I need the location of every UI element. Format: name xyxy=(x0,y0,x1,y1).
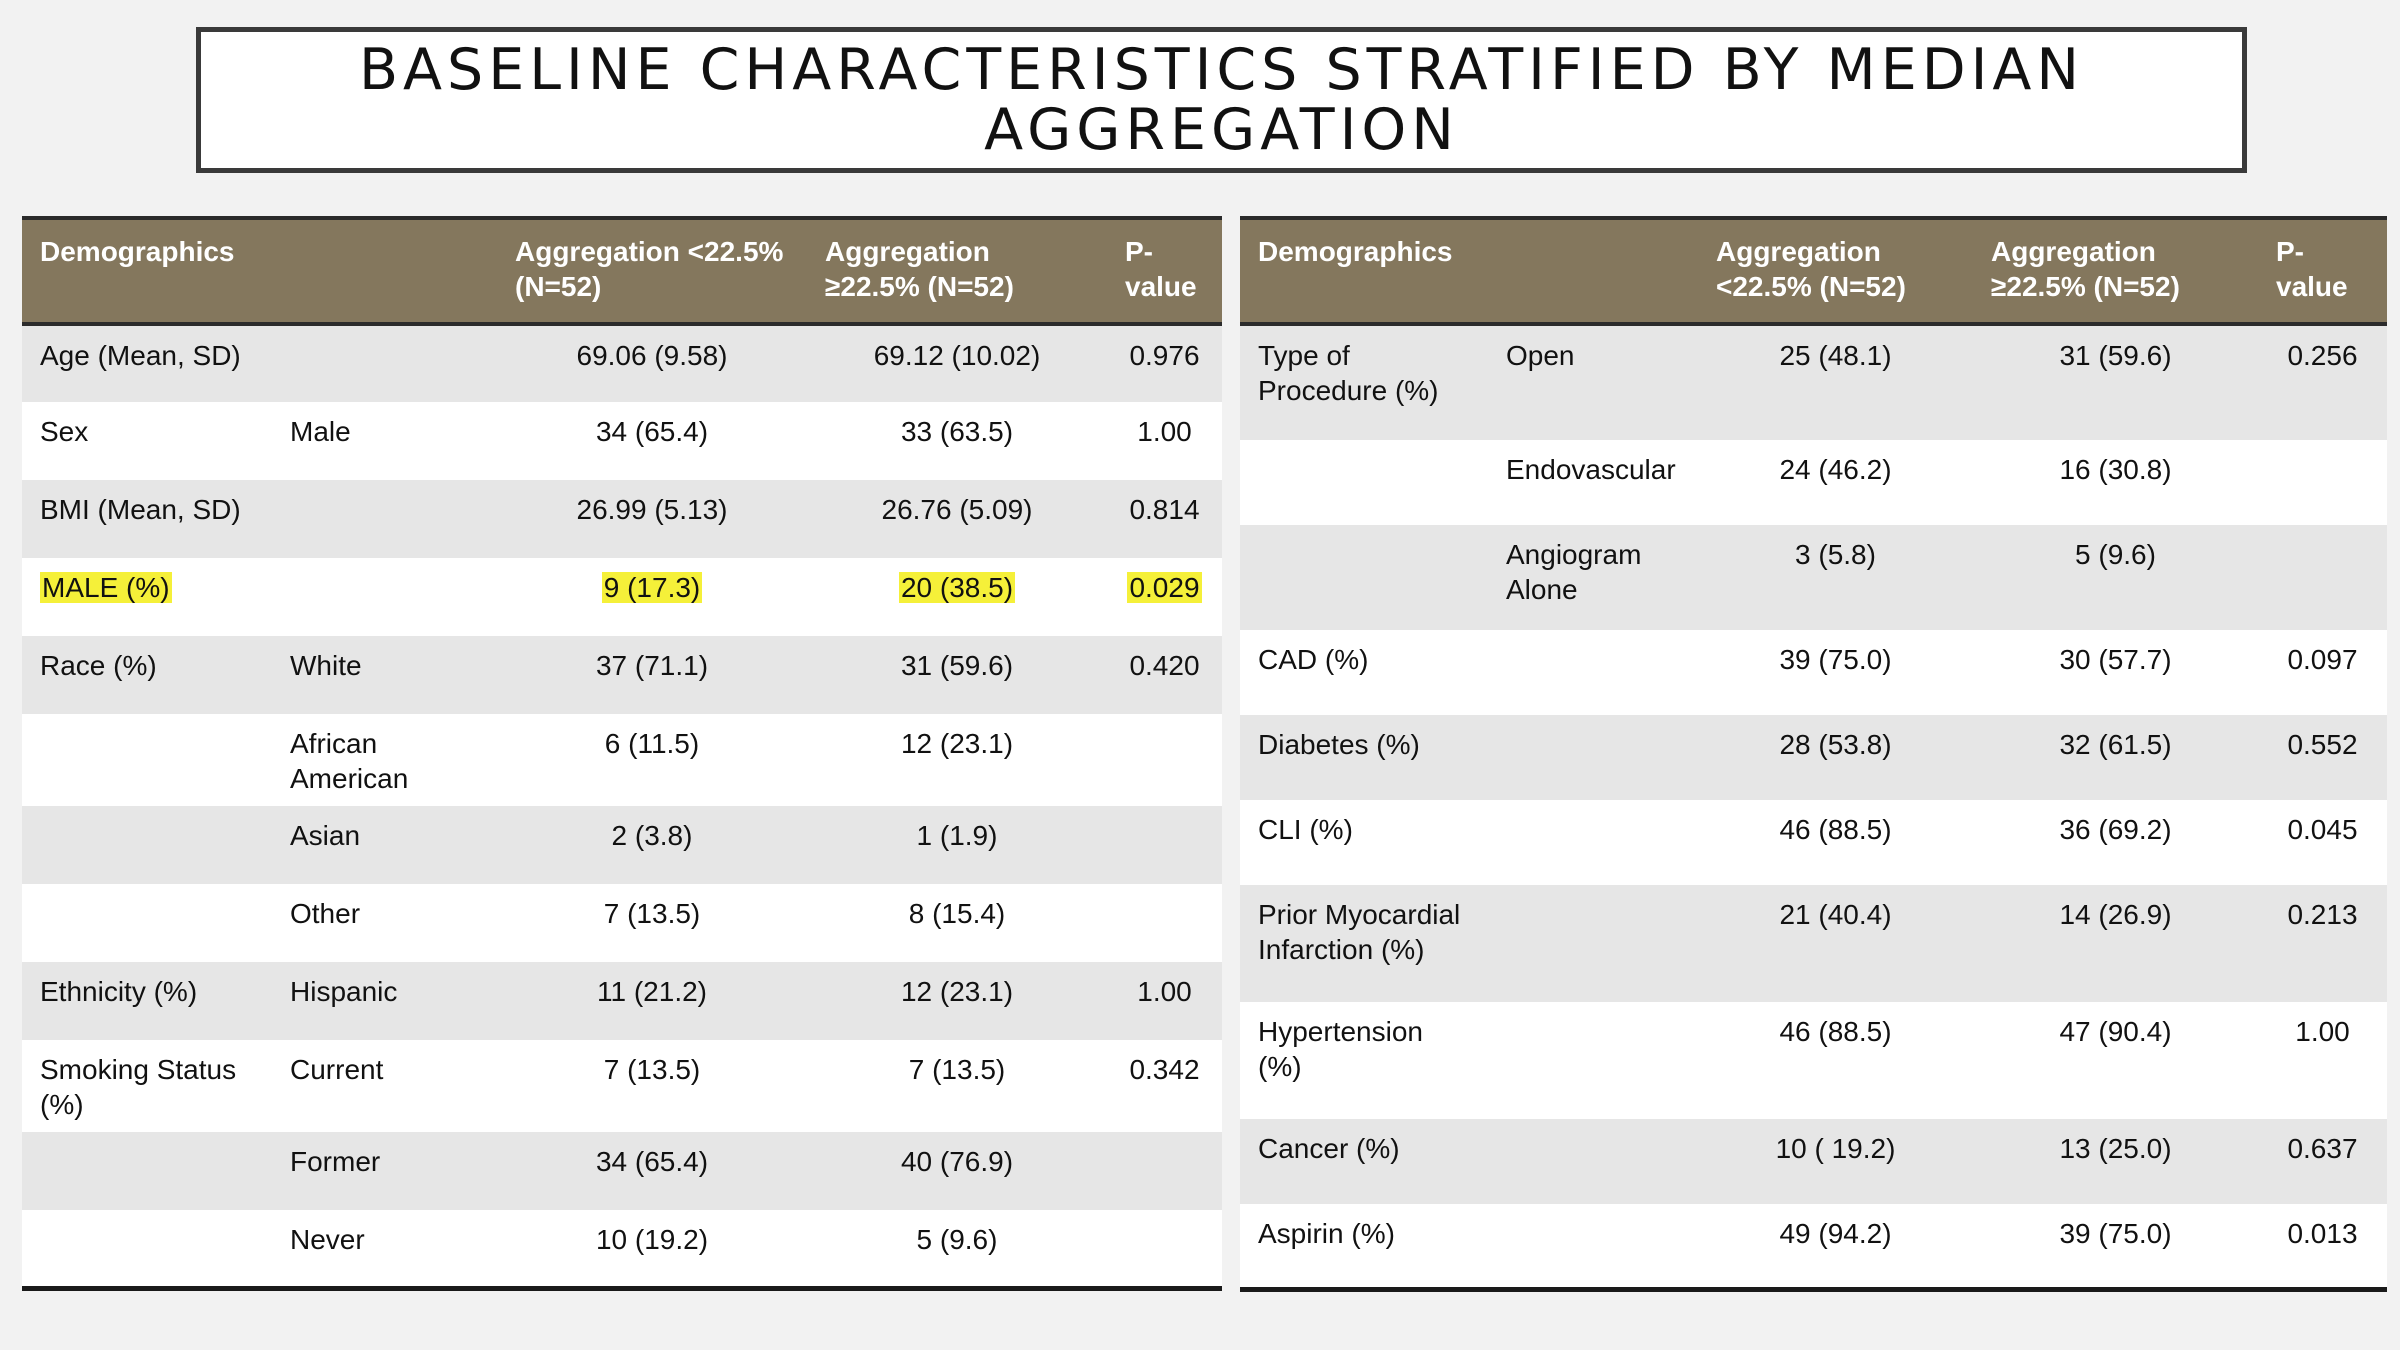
value-aggregation-low-text: 46 (88.5) xyxy=(1779,814,1892,845)
header-aggregation-low: Aggregation <22.5% (N=52) xyxy=(1698,218,1973,324)
value-aggregation-high-text: 13 (25.0) xyxy=(2059,1133,2172,1164)
table-row xyxy=(22,962,1222,1040)
table-row xyxy=(1240,525,2387,630)
table-row xyxy=(1240,885,2387,1002)
value-aggregation-high-text: 12 (23.1) xyxy=(900,976,1014,1007)
row-label-text: Ethnicity (%) xyxy=(40,976,198,1007)
value-aggregation-low-text: 28 (53.8) xyxy=(1779,729,1892,760)
value-p xyxy=(2258,715,2387,800)
row-label-text: Cancer (%) xyxy=(1258,1133,1400,1164)
table-row xyxy=(1240,1119,2387,1204)
row-sublabel-text: White xyxy=(290,650,362,681)
value-p xyxy=(2258,1204,2387,1289)
row-sublabel-text: Other xyxy=(290,898,361,929)
row-label xyxy=(1240,800,1488,885)
right-table xyxy=(1240,216,2387,1292)
value-p xyxy=(2258,800,2387,885)
value-aggregation-high-text: 1 (1.9) xyxy=(916,820,998,851)
value-aggregation-high-text: 7 (13.5) xyxy=(908,1054,1006,1085)
row-label xyxy=(1240,525,1488,630)
row-label-text: Type of Procedure (%) xyxy=(1258,340,1439,406)
value-p-text: 0.045 xyxy=(2287,814,2358,845)
row-sublabel xyxy=(1488,885,1698,1002)
value-aggregation-low-text: 10 (19.2) xyxy=(595,1224,709,1255)
value-aggregation-high-text: 39 (75.0) xyxy=(2059,1218,2172,1249)
value-p xyxy=(1107,1040,1222,1132)
table-row xyxy=(22,324,1222,402)
row-label-text: Hypertension (%) xyxy=(1258,1016,1423,1082)
value-aggregation-low-text: 46 (88.5) xyxy=(1779,1016,1892,1047)
value-aggregation-high xyxy=(1973,885,2258,1002)
value-aggregation-low-text: 7 (13.5) xyxy=(603,898,701,929)
value-p xyxy=(1107,324,1222,402)
value-aggregation-low xyxy=(497,558,807,636)
value-aggregation-high-text: 31 (59.6) xyxy=(900,650,1014,681)
row-label xyxy=(22,402,272,480)
value-aggregation-high-text: 31 (59.6) xyxy=(2059,340,2172,371)
row-label xyxy=(1240,1204,1488,1289)
table-row xyxy=(22,1132,1222,1210)
table-row xyxy=(1240,440,2387,525)
row-label-text: Prior Myocardial Infarction (%) xyxy=(1258,899,1461,965)
left-table xyxy=(22,216,1222,1291)
header-subgroup xyxy=(1488,218,1698,324)
value-aggregation-high xyxy=(1973,1119,2258,1204)
value-p-text: 0.552 xyxy=(2287,729,2358,760)
row-sublabel-text: Hispanic xyxy=(290,976,398,1007)
value-aggregation-high xyxy=(1973,715,2258,800)
value-aggregation-low xyxy=(497,324,807,402)
row-label xyxy=(22,1132,272,1210)
row-sublabel-text: Male xyxy=(290,416,351,447)
value-aggregation-low xyxy=(497,806,807,884)
row-sublabel xyxy=(1488,525,1698,630)
row-sublabel xyxy=(1488,440,1698,525)
value-p xyxy=(1107,636,1222,714)
table-row xyxy=(1240,715,2387,800)
row-sublabel xyxy=(272,324,497,402)
row-label-text: Race (%) xyxy=(40,650,157,681)
value-aggregation-high-text: 5 (9.6) xyxy=(2075,539,2156,570)
value-aggregation-high xyxy=(807,806,1107,884)
row-sublabel xyxy=(272,480,497,558)
value-aggregation-high xyxy=(807,1132,1107,1210)
row-sublabel-text: Endovascular xyxy=(1506,454,1676,485)
value-aggregation-low xyxy=(497,962,807,1040)
table-row xyxy=(22,636,1222,714)
row-label xyxy=(22,1210,272,1288)
value-p-text: 0.213 xyxy=(2287,899,2358,930)
table-row xyxy=(22,558,1222,636)
header-aggregation-high: Aggregation ≥22.5% (N=52) xyxy=(807,218,1107,324)
value-p xyxy=(2258,1119,2387,1204)
row-label xyxy=(22,962,272,1040)
row-sublabel xyxy=(272,714,497,806)
value-aggregation-high xyxy=(807,402,1107,480)
row-sublabel-text: Angiogram Alone xyxy=(1506,539,1642,605)
table-row xyxy=(22,480,1222,558)
value-aggregation-low xyxy=(497,714,807,806)
row-label-text: Diabetes (%) xyxy=(1258,729,1420,760)
row-sublabel-text: Never xyxy=(290,1224,365,1255)
value-aggregation-low xyxy=(1698,324,1973,440)
value-aggregation-high-text: 47 (90.4) xyxy=(2059,1016,2172,1047)
value-aggregation-high xyxy=(807,714,1107,806)
row-sublabel-text: Asian xyxy=(290,820,361,851)
value-p xyxy=(1107,714,1222,806)
row-label-text: Sex xyxy=(40,416,89,447)
value-aggregation-high xyxy=(1973,440,2258,525)
row-label xyxy=(22,324,272,402)
value-aggregation-low-text: 25 (48.1) xyxy=(1779,340,1892,371)
value-aggregation-high xyxy=(1973,1002,2258,1119)
row-sublabel xyxy=(272,962,497,1040)
value-aggregation-low-text: 34 (65.4) xyxy=(595,1146,709,1177)
row-label xyxy=(22,1040,272,1132)
row-sublabel xyxy=(1488,800,1698,885)
row-label-text: CLI (%) xyxy=(1258,814,1353,845)
value-aggregation-high-text: 12 (23.1) xyxy=(900,728,1014,759)
value-p xyxy=(2258,525,2387,630)
value-aggregation-high xyxy=(807,962,1107,1040)
value-aggregation-low-text: 10 ( 19.2) xyxy=(1775,1133,1896,1164)
value-aggregation-high xyxy=(1973,525,2258,630)
row-sublabel xyxy=(272,1040,497,1132)
value-aggregation-low xyxy=(1698,715,1973,800)
value-p-text: 0.013 xyxy=(2287,1218,2358,1249)
value-aggregation-low xyxy=(1698,1204,1973,1289)
value-aggregation-high-text: 14 (26.9) xyxy=(2059,899,2172,930)
row-sublabel-text: Open xyxy=(1506,340,1575,371)
header-demographics: Demographics xyxy=(22,218,272,324)
header-aggregation-low: Aggregation <22.5% (N=52) xyxy=(497,218,807,324)
value-aggregation-low-text: 69.06 (9.58) xyxy=(576,340,728,371)
row-label-text: CAD (%) xyxy=(1258,644,1369,675)
table-row xyxy=(1240,324,2387,440)
row-label xyxy=(1240,1119,1488,1204)
value-aggregation-low xyxy=(1698,525,1973,630)
row-sublabel xyxy=(1488,630,1698,715)
value-aggregation-low-text: 37 (71.1) xyxy=(595,650,709,681)
value-p-text: 1.00 xyxy=(1137,416,1192,447)
value-p xyxy=(1107,884,1222,962)
value-p-text: 0.814 xyxy=(1129,494,1200,525)
value-aggregation-low xyxy=(497,402,807,480)
table-row xyxy=(22,1210,1222,1288)
value-aggregation-low xyxy=(497,884,807,962)
value-p xyxy=(2258,630,2387,715)
value-aggregation-high-text: 20 (38.5) xyxy=(900,572,1014,603)
value-aggregation-high xyxy=(807,1040,1107,1132)
value-p-text: 0.029 xyxy=(1129,572,1200,603)
value-aggregation-low-text: 39 (75.0) xyxy=(1779,644,1892,675)
value-aggregation-low-text: 26.99 (5.13) xyxy=(576,494,728,525)
table-row xyxy=(22,806,1222,884)
value-aggregation-low xyxy=(497,1040,807,1132)
value-p xyxy=(1107,806,1222,884)
value-aggregation-high-text: 8 (15.4) xyxy=(908,898,1006,929)
value-aggregation-high xyxy=(807,480,1107,558)
value-p-text: 0.342 xyxy=(1129,1054,1200,1085)
value-aggregation-high-text: 36 (69.2) xyxy=(2059,814,2172,845)
row-label-text: Smoking Status (%) xyxy=(40,1054,237,1120)
value-aggregation-low-text: 2 (3.8) xyxy=(611,820,693,851)
value-aggregation-high xyxy=(807,558,1107,636)
row-sublabel xyxy=(272,1132,497,1210)
value-aggregation-low-text: 9 (17.3) xyxy=(603,572,701,603)
value-p-text: 1.00 xyxy=(1137,976,1192,1007)
right-table-header-row xyxy=(1240,218,2387,324)
row-label-text: Age (Mean, SD) xyxy=(40,340,241,371)
header-aggregation-high: Aggregation ≥22.5% (N=52) xyxy=(1973,218,2258,324)
row-sublabel xyxy=(1488,1204,1698,1289)
value-aggregation-high-text: 30 (57.7) xyxy=(2059,644,2172,675)
row-sublabel xyxy=(1488,1119,1698,1204)
table-row xyxy=(22,884,1222,962)
row-label xyxy=(1240,630,1488,715)
row-sublabel xyxy=(272,884,497,962)
value-p-text: 0.637 xyxy=(2287,1133,2358,1164)
row-sublabel-text: Current xyxy=(290,1054,384,1085)
value-aggregation-low xyxy=(1698,1002,1973,1119)
row-sublabel xyxy=(272,1210,497,1288)
header-demographics: Demographics xyxy=(1240,218,1488,324)
value-aggregation-low xyxy=(1698,630,1973,715)
value-p xyxy=(1107,1210,1222,1288)
row-label xyxy=(1240,1002,1488,1119)
left-table-header-row xyxy=(22,218,1222,324)
value-p-text: 0.256 xyxy=(2287,340,2358,371)
page-title: BASELINE CHARACTERISTICS STRATIFIED BY MEDIAN AGGREGATION xyxy=(358,37,2085,163)
value-aggregation-high xyxy=(807,1210,1107,1288)
value-aggregation-high xyxy=(1973,1204,2258,1289)
value-p-text: 0.420 xyxy=(1129,650,1200,681)
row-label xyxy=(22,806,272,884)
row-label xyxy=(22,714,272,806)
table-row xyxy=(1240,630,2387,715)
value-aggregation-high-text: 69.12 (10.02) xyxy=(873,340,1041,371)
value-aggregation-low-text: 21 (40.4) xyxy=(1779,899,1892,930)
table-row xyxy=(22,714,1222,806)
row-sublabel xyxy=(1488,1002,1698,1119)
row-label-text: BMI (Mean, SD) xyxy=(40,494,241,525)
table-row xyxy=(1240,800,2387,885)
row-label-text: Aspirin (%) xyxy=(1258,1218,1395,1249)
value-aggregation-low xyxy=(497,480,807,558)
value-p xyxy=(2258,324,2387,440)
value-aggregation-high-text: 33 (63.5) xyxy=(900,416,1014,447)
row-sublabel-text: Former xyxy=(290,1146,381,1177)
table-row xyxy=(22,402,1222,480)
value-aggregation-low xyxy=(497,1132,807,1210)
value-p xyxy=(1107,402,1222,480)
table-row xyxy=(1240,1204,2387,1289)
value-aggregation-high-text: 40 (76.9) xyxy=(900,1146,1014,1177)
title-box xyxy=(196,27,2247,173)
header-p-value: P-value xyxy=(2258,218,2387,324)
table-row xyxy=(1240,1002,2387,1119)
row-sublabel xyxy=(272,558,497,636)
value-aggregation-low xyxy=(1698,800,1973,885)
row-label xyxy=(22,884,272,962)
value-p-text: 0.976 xyxy=(1129,340,1200,371)
value-aggregation-low-text: 34 (65.4) xyxy=(595,416,709,447)
row-label xyxy=(1240,440,1488,525)
value-aggregation-high-text: 32 (61.5) xyxy=(2059,729,2172,760)
value-p xyxy=(1107,1132,1222,1210)
value-aggregation-high-text: 5 (9.6) xyxy=(916,1224,998,1255)
row-sublabel xyxy=(1488,715,1698,800)
value-aggregation-low-text: 24 (46.2) xyxy=(1779,454,1892,485)
value-p xyxy=(2258,885,2387,1002)
row-label xyxy=(1240,885,1488,1002)
value-aggregation-low xyxy=(1698,885,1973,1002)
row-label xyxy=(22,558,272,636)
row-label-text: MALE (%) xyxy=(42,572,170,603)
value-aggregation-high xyxy=(1973,630,2258,715)
row-label xyxy=(1240,324,1488,440)
row-sublabel-text: African American xyxy=(290,728,409,794)
value-aggregation-high-text: 26.76 (5.09) xyxy=(881,494,1033,525)
value-aggregation-low xyxy=(1698,440,1973,525)
value-aggregation-low-text: 7 (13.5) xyxy=(603,1054,701,1085)
value-aggregation-low-text: 3 (5.8) xyxy=(1795,539,1876,570)
table-row xyxy=(22,1040,1222,1132)
value-aggregation-high xyxy=(1973,800,2258,885)
value-aggregation-low-text: 6 (11.5) xyxy=(604,728,700,759)
value-aggregation-high xyxy=(1973,324,2258,440)
value-aggregation-high xyxy=(807,324,1107,402)
row-label xyxy=(1240,715,1488,800)
value-p xyxy=(1107,480,1222,558)
row-label xyxy=(22,636,272,714)
value-aggregation-low xyxy=(1698,1119,1973,1204)
value-p xyxy=(2258,440,2387,525)
value-aggregation-high-text: 16 (30.8) xyxy=(2059,454,2172,485)
value-p xyxy=(1107,962,1222,1040)
row-sublabel xyxy=(1488,324,1698,440)
row-sublabel xyxy=(272,636,497,714)
row-sublabel xyxy=(272,806,497,884)
value-aggregation-low-text: 11 (21.2) xyxy=(597,976,707,1007)
value-aggregation-low xyxy=(497,636,807,714)
row-sublabel xyxy=(272,402,497,480)
value-aggregation-low-text: 49 (94.2) xyxy=(1779,1218,1892,1249)
value-aggregation-low xyxy=(497,1210,807,1288)
header-p-value: P-value xyxy=(1107,218,1222,324)
value-aggregation-high xyxy=(807,636,1107,714)
value-aggregation-high xyxy=(807,884,1107,962)
value-p xyxy=(1107,558,1222,636)
header-subgroup xyxy=(272,218,497,324)
row-label xyxy=(22,480,272,558)
value-p-text: 1.00 xyxy=(2295,1016,2350,1047)
value-p-text: 0.097 xyxy=(2287,644,2358,675)
value-p xyxy=(2258,1002,2387,1119)
